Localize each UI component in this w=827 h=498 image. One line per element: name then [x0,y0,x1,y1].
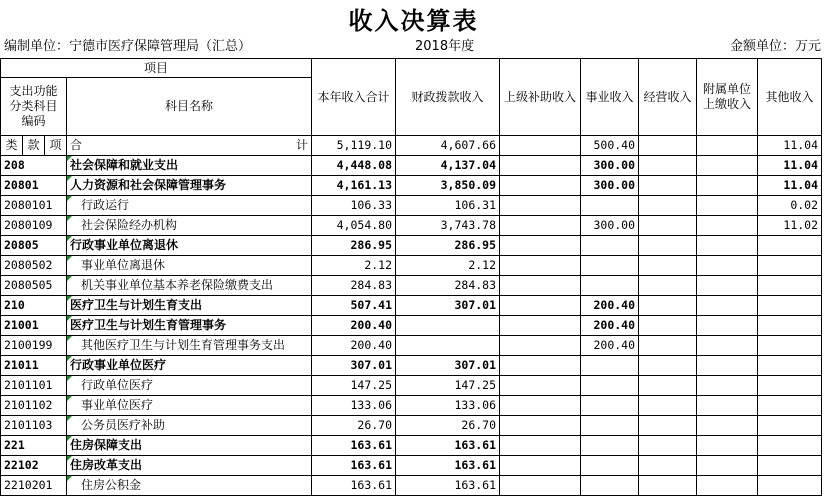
row-value [758,396,822,416]
row-value [697,456,758,476]
row-name: 公务员医疗补助 [81,418,166,432]
row-value: 300.00 [581,156,639,176]
row-value: 300.00 [581,216,639,236]
header-col-business: 事业收入 [581,59,639,136]
row-value [639,416,697,436]
row-name: 其他医疗卫生与计划生育管理事务支出 [81,338,286,352]
row-name: 医疗卫生与计划生育支出 [70,298,203,312]
row-code: 2210201 [1,476,67,496]
row-name-cell [67,476,312,496]
row-value: 4,448.08 [312,156,396,176]
currency-unit: 金额单位：万元 [729,39,821,54]
row-name-cell [67,456,312,476]
comment-marker-icon [67,216,72,221]
row-value [581,396,639,416]
total-cell: 4,607.66 [396,136,500,156]
row-value [581,476,639,496]
table-row [1,316,822,336]
row-code: 2100199 [1,336,67,356]
row-value [581,196,639,216]
comment-marker-icon [67,156,72,161]
row-value [639,336,697,356]
table-row [1,236,822,256]
header-col-total: 本年收入合计 [312,59,396,136]
row-code: 2101101 [1,376,67,396]
total-cell [639,136,697,156]
row-value [697,476,758,496]
row-value: 26.70 [312,416,396,436]
header-xiang: 项 [45,136,67,156]
row-value [500,396,581,416]
table-row [1,436,822,456]
report-title: 收入决算表 [348,7,479,35]
row-value [758,456,822,476]
row-value: 163.61 [312,436,396,456]
row-name-cell [67,376,312,396]
table-row [1,216,822,236]
comment-marker-icon [67,336,72,341]
row-value: 2.12 [312,256,396,276]
header-col-fiscal: 财政拨款收入 [396,59,500,136]
row-code: 20801 [1,176,67,196]
row-value: 507.41 [312,296,396,316]
row-value [500,296,581,316]
total-cell: 5,119.10 [312,136,396,156]
row-value: 307.01 [396,356,500,376]
table-row [1,156,822,176]
row-name: 人力资源和社会保障管理事务 [70,178,227,192]
row-name: 行政事业单位离退休 [70,238,179,252]
row-value [639,256,697,276]
row-name-cell [67,196,312,216]
row-value: 4,054.80 [312,216,396,236]
total-cell: 11.04 [758,136,822,156]
row-name: 住房改革支出 [70,458,143,472]
row-name: 行政单位医疗 [81,378,154,392]
compiling-unit: 编制单位：宁德市医疗保障管理局（汇总） [4,39,252,54]
row-value [639,476,697,496]
row-value: 200.40 [312,316,396,336]
row-value [500,476,581,496]
row-code: 208 [1,156,67,176]
row-value [697,276,758,296]
header-col-other: 其他收入 [758,59,822,136]
comment-marker-icon [67,416,72,421]
row-name: 社会保障和就业支出 [70,158,179,172]
row-value [639,176,697,196]
row-value: 163.61 [396,436,500,456]
row-value: 307.01 [396,296,500,316]
row-value [697,376,758,396]
row-value [500,216,581,236]
row-value [758,416,822,436]
row-value: 200.40 [581,336,639,356]
row-name-cell [67,436,312,456]
row-value [758,276,822,296]
header-kuan: 款 [23,136,45,156]
row-value [396,336,500,356]
row-name: 住房公积金 [81,478,142,492]
row-value [758,236,822,256]
row-value [697,436,758,456]
row-code: 22102 [1,456,67,476]
row-value [500,176,581,196]
header-lei: 类 [1,136,23,156]
row-code: 20805 [1,236,67,256]
row-code: 2101102 [1,396,67,416]
row-value [639,456,697,476]
row-value [639,156,697,176]
header-code: 支出功能分类科目编码 [1,78,67,136]
row-value [697,256,758,276]
row-value: 147.25 [396,376,500,396]
row-name: 事业单位离退休 [81,258,166,272]
row-value: 200.40 [581,316,639,336]
row-value: 200.40 [312,336,396,356]
row-value [758,436,822,456]
row-code: 2080101 [1,196,67,216]
row-value [639,216,697,236]
row-value: 2.12 [396,256,500,276]
row-value [697,196,758,216]
header-name: 科目名称 [67,78,312,136]
row-value [581,436,639,456]
row-value [697,236,758,256]
header-col-operating: 经营收入 [639,59,697,136]
table-row [1,176,822,196]
row-value [500,376,581,396]
row-value: 163.61 [312,456,396,476]
total-cell: 500.40 [581,136,639,156]
row-code: 2080505 [1,276,67,296]
row-value [500,336,581,356]
row-value [697,316,758,336]
row-code: 21011 [1,356,67,376]
row-name-cell [67,416,312,436]
row-name: 医疗卫生与计划生育管理事务 [70,318,227,332]
table-row [1,376,822,396]
row-value: 11.04 [758,156,822,176]
comment-marker-icon [67,376,72,381]
row-value [697,176,758,196]
row-code: 221 [1,436,67,456]
row-value [758,476,822,496]
row-name-cell [67,216,312,236]
row-name-cell [67,156,312,176]
row-code: 2080502 [1,256,67,276]
row-value [500,316,581,336]
row-name-cell [67,276,312,296]
row-value [697,396,758,416]
row-value [500,416,581,436]
table-row [1,396,822,416]
comment-marker-icon [67,396,72,401]
row-name: 行政事业单位医疗 [70,358,167,372]
row-name: 行政运行 [81,198,130,212]
table-row [1,196,822,216]
row-value [639,196,697,216]
row-value: 147.25 [312,376,396,396]
comment-marker-icon [67,236,72,241]
row-name: 事业单位医疗 [81,398,154,412]
row-value [500,276,581,296]
row-code: 210 [1,296,67,316]
row-value: 106.31 [396,196,500,216]
table-row [1,336,822,356]
row-value [500,236,581,256]
row-value: 284.83 [312,276,396,296]
row-name: 机关事业单位基本养老保险缴费支出 [81,278,274,292]
total-label-ji: 计 [296,138,309,152]
row-value [639,316,697,336]
comment-marker-icon [67,356,72,361]
row-value [697,216,758,236]
table-row [1,296,822,316]
row-value [639,276,697,296]
row-value [697,336,758,356]
row-value: 133.06 [396,396,500,416]
header-item: 项目 [1,59,312,78]
row-value [500,156,581,176]
row-value: 3,850.09 [396,176,500,196]
row-value [639,296,697,316]
table-row [1,456,822,476]
row-value: 11.04 [758,176,822,196]
row-value [639,376,697,396]
row-value: 200.40 [581,296,639,316]
row-name-cell [67,396,312,416]
row-value: 163.61 [312,476,396,496]
table-row [1,256,822,276]
table-row [1,356,822,376]
row-value [500,436,581,456]
row-value [697,416,758,436]
row-value [639,396,697,416]
income-table [0,58,822,496]
row-value [639,236,697,256]
comment-marker-icon [67,176,72,181]
row-value [639,436,697,456]
row-name-cell [67,236,312,256]
row-value: 11.02 [758,216,822,236]
row-value: 0.02 [758,196,822,216]
row-code: 2101103 [1,416,67,436]
row-name-cell [67,296,312,316]
total-cell [697,136,758,156]
row-value: 284.83 [396,276,500,296]
row-value [500,456,581,476]
row-name-cell [67,356,312,376]
row-value [758,376,822,396]
total-label-he: 合 [70,138,83,152]
row-value: 163.61 [396,476,500,496]
comment-marker-icon [67,196,72,201]
row-value: 300.00 [581,176,639,196]
comment-marker-icon [67,436,72,441]
row-value [581,236,639,256]
row-value [639,356,697,376]
comment-marker-icon [67,316,72,321]
row-value [500,256,581,276]
row-value [581,376,639,396]
comment-marker-icon [67,276,72,281]
comment-marker-icon [67,456,72,461]
row-code: 21001 [1,316,67,336]
row-value: 26.70 [396,416,500,436]
table-row [1,416,822,436]
comment-marker-icon [67,476,72,481]
row-name-cell [67,176,312,196]
row-value [758,336,822,356]
row-value: 4,137.04 [396,156,500,176]
header-col-superior: 上级补助收入 [500,59,581,136]
row-value [581,276,639,296]
table-row [1,476,822,496]
row-value [500,356,581,376]
row-value [697,156,758,176]
row-value [758,256,822,276]
row-value: 163.61 [396,456,500,476]
row-value [581,256,639,276]
total-label [67,136,312,156]
row-value: 133.06 [312,396,396,416]
row-name-cell [67,336,312,356]
row-value [581,356,639,376]
row-value [697,356,758,376]
row-value: 4,161.13 [312,176,396,196]
row-value [758,316,822,336]
row-name: 住房保障支出 [70,438,143,452]
header-col-affiliated: 附属单位上缴收入 [697,59,758,136]
row-value [396,316,500,336]
row-value [697,296,758,316]
row-name: 社会保险经办机构 [81,218,178,232]
row-value [758,356,822,376]
row-name-cell [67,316,312,336]
report-year: 2018年度 [415,39,475,54]
row-value: 286.95 [312,236,396,256]
row-value: 286.95 [396,236,500,256]
comment-marker-icon [67,296,72,301]
row-value [500,196,581,216]
row-value: 106.33 [312,196,396,216]
row-value: 3,743.78 [396,216,500,236]
total-cell [500,136,581,156]
comment-marker-icon [67,256,72,261]
row-name-cell [67,256,312,276]
row-value [581,456,639,476]
table-row [1,276,822,296]
row-value: 307.01 [312,356,396,376]
row-value [581,416,639,436]
row-value [758,296,822,316]
row-code: 2080109 [1,216,67,236]
